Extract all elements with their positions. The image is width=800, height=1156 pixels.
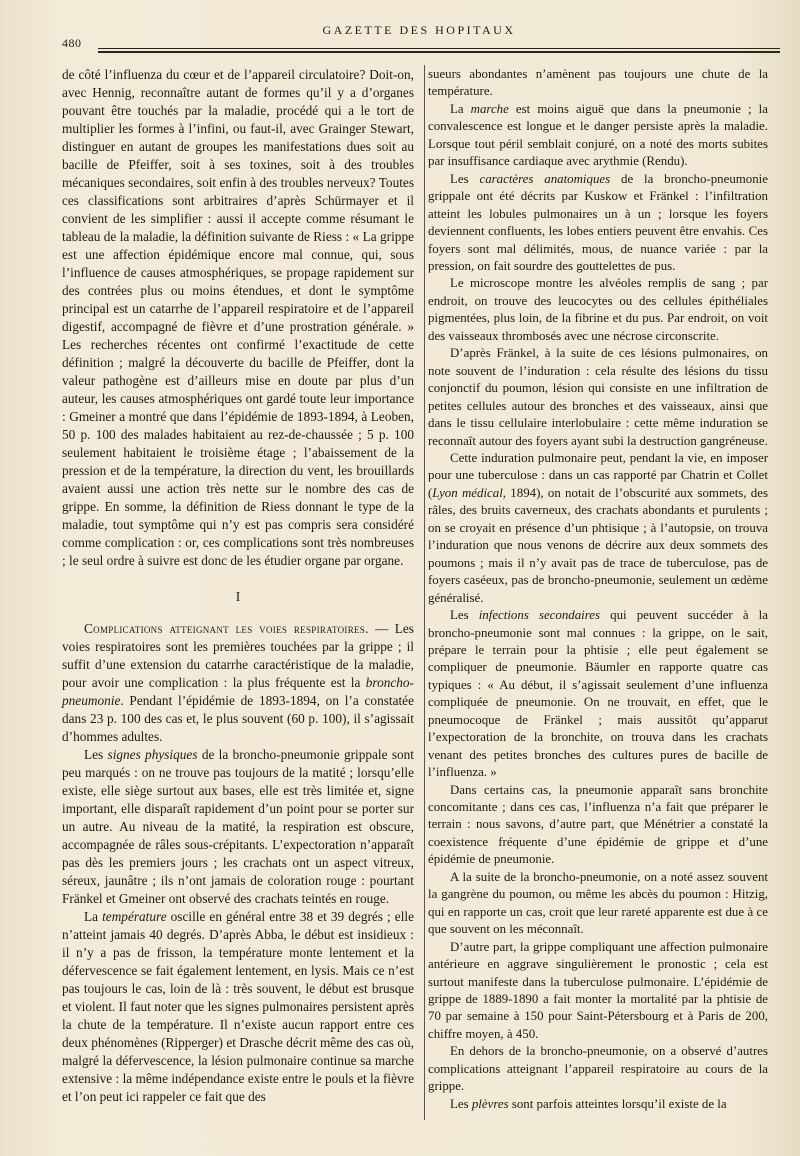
paragraph: Le microscope montre les alvéoles remplis de sang ; par endroit, on trouve des leucocytes ou des cellules épithéliales pigmentées, plus loin, de la fibrine et du pus. Par endroit, on voit des vaisseaux thrombosés avec une nécrose circonscrite. xyxy=(428,276,768,343)
paragraph: Les infections secondaires qui peuvent succéder à la broncho-pneumonie sont mal connues : la grippe, on le sait, prépare le terrain pour la phtisie ; elle peut également se compliquer de pneumonie. Bäumler en rapporte quatre cas typiques : « Au début, il s’agissait seulement d’une influenza compliquée de pneumonie. On ne trouvait, en effet, que le pneumocoque de Fränkel ; mais aussitôt qu’apparut l’expectoration de la bronchite, on trouva dans les crachats venant des petites bronches des cultures pures de bacille de l’influenza. » xyxy=(428,608,768,780)
page-number: 480 xyxy=(62,36,82,50)
section-number: I xyxy=(235,589,241,604)
paragraph: sueurs abondantes n’amènent pas toujours une chute de la température. xyxy=(428,67,768,99)
paragraph: Complications atteignant les voies respiratoires. — Les voies respiratoires sont les premières touchées par la grippe ; il suffit d’une extension du catarrhe caractéristique de la maladie, pour avoir une complication : la plus fréquente est la broncho-pneumonie. Pendant l’épidémie de 1893-1894, on l’a constatée dans 23 p. 100 des cas et, le plus souvent (60 p. 100), il s’agissait d’hommes adultes. xyxy=(62,621,414,744)
paragraph: La marche est moins aiguë que dans la pneumonie ; la convalescence est longue et le danger persiste après la maladie. Lorsque tout péril semblait conjuré, on a noté des morts subites par insuffisance cardiaque avec arythmie (Rendu). xyxy=(428,101,768,169)
paragraph: A la suite de la broncho-pneumonie, on a noté assez souvent la gangrène du poumon, ou même les abcès du poumon : Hitzig, qui en rapporte un cas, croit que leur rareté apparente est due à ce que souvent on les méconnaît. xyxy=(428,869,768,937)
paragraph: Les signes physiques de la broncho-pneumonie grippale sont peu marqués : on ne trouve pas toujours de la matité ; lorsqu’elle existe, elle siège surtout aux bases, elle est très limitée et, signe important, elle disparaît rapidement d’un point pour se porter sur un autre. Au niveau de la matité, la respiration est obscure, accompagnée de râles sous-crépitants. L’expectoration n’apparaît pas dès les premiers jours ; les crachats ont un aspect vitreux, séreux, jaunâtre ; ils n’ont jamais de coloration rouge : pourtant Fränkel et Gmeiner ont observé des crachats teintés en rouge. xyxy=(62,747,414,906)
section-heading: Complications atteignant les voies respiratoires. xyxy=(84,621,369,636)
page-header xyxy=(58,18,780,58)
column-divider xyxy=(424,65,425,1120)
paragraph: D’autre part, la grippe compliquant une affection pulmonaire antérieure en aggrave singulièrement le pronostic ; cela est surtout manifeste dans la tuberculose pulmonaire. L’épidémie de grippe de 1889-1890 a fait monter la mortalité par la phtisie de 70 par semaine à 150 pour Saint-Pétersbourg et à Paris de 200, chiffre moyen, à 450. xyxy=(428,939,768,1041)
paragraph: Cette induration pulmonaire peut, pendant la vie, en imposer pour une tuberculose : dans un cas rapporté par Chatrin et Collet (Lyon médical, 1894), on notait de l’obscurité aux sommets, des râles, des bruits caverneux, des crachats abondants et purulents ; on se croyait en présence d’un phtisique ; à l’autopsie, on trouva l’induration que nous venons de décrire aux deux sommets des poumons ; mais il n’y avait pas de trace de tuberculose, pas de foyers caséeux, pas de broncho-pneumonie, seulement un œdème généralisé. xyxy=(428,450,768,605)
running-title: GAZETTE DES HOPITAUX xyxy=(322,23,516,37)
paragraph: Dans certains cas, la pneumonie apparaît sans bronchite concomitante ; dans ces cas, l’influenza n’a fait que préparer le terrain : nous savons, d’autre part, que Ménétrier a constaté la coexistence fréquente d’une épidémie de grippe et d’une épidémie de pneumonie. xyxy=(428,782,768,867)
paragraph: Les caractères anatomiques de la broncho-pneumonie grippale ont été décrits par Kuskow et Fränkel : l’infiltration atteint les lobules pulmonaires un à un ; lorsque les foyers deviennent confluents, les lobes entiers peuvent être envahis. Ces foyers sont mal délimités, mous, de nuance variée : par la pression, on fait sourdre des gouttelettes de pus. xyxy=(428,171,768,273)
paragraph: La température oscille en général entre 38 et 39 degrés ; elle n’atteint jamais 40 degrés. D’après Abba, le début est insidieux : il n’y a pas de frisson, la température monte lentement et la défervescence se fait également lentement, en lysis. Mais ce n’est pas toujours le cas, loin de là : très souvent, le début est brusque et violent. Il faut noter que les signes pulmonaires persistent après la chute de la température. Il n’existe aucun rapport entre ces deux phénomènes (Ripperger) et Drasche décrit même des cas où, malgré la défervescence, la lésion pulmonaire continue sa marche extensive : la même indépendance existe entre le pouls et la fièvre et l’on peut ici rappeler ce fait que des xyxy=(62,909,414,1104)
header-rule-thin xyxy=(98,48,780,49)
left-column xyxy=(62,66,414,1106)
paragraph: En dehors de la broncho-pneumonie, on a observé d’autres complications atteignant l’appareil respiratoire au cours de la grippe. xyxy=(428,1044,768,1094)
header-rule-thick xyxy=(98,51,780,53)
paragraph: D’après Fränkel, à la suite de ces lésions pulmonaires, on note souvent de l’induration : cela résulte des lésions du tissu conjonctif du poumon, lésion qui consiste en une infiltration de petites cellules autour des bronches et des vaisseaux, ainsi que dans le tissu cellulaire interlobulaire : cette même induration se reconnaît autour des foyers ayant subi la destruction gangréneuse. xyxy=(428,346,768,448)
paragraph: de côté l’influenza du cœur et de l’appareil circulatoire? Doit-on, avec Hennig, reconnaître autant de formes qu’il y a d’organes pouvant être touchés par la maladie, procédé qui a le tort de multiplier les formes à l’infini, ou faut-il, avec Grainger Stewart, distinguer en autant de groupes les manifestations dues soit au bacille de Pfeiffer, soit à ses toxines, soit à des troubles mécaniques secondaires, soit enfin à des troubles nerveux? Toutes ces classifications sont arbitraires d’après Schürmayer et il convient de les simplifier : aussi il accepte comme résumant le tableau de la maladie, la définition suivante de Riess : « La grippe est une affection épidémique encore mal connue, qui, sous l’influence de causes atmosphériques, se propage rapidement sur des contrées plus ou moins étendues, et dont le symptôme principal est un catarrhe de l’appareil respiratoire et de l’appareil digestif, accompagné de fièvre et d’une prostration générale. » Les recherches récentes ont confirmé l’exactitude de cette définition ; malgré la découverte du bacille de Pfeiffer, dont la valeur pathogène est d’ailleurs mise en doute par plus d’un auteur, les causes atmosphériques ont gardé toute leur importance : Gmeiner a montré que dans l’épidémie de 1893-1894, à Leoben, 50 p. 100 des malades habitaient au rez-de-chaussée ; 5 p. 100 seulement habitaient le troisième étage ; l’abaissement de la pression et de la température, la direction du vent, les brouillards avaient aussi une action très nette sur le nombre des cas de grippe. En somme, la définition de Riess donnant le type de la maladie, tout symptôme qui n’y est pas compris sera considéré comme complication : or, ces complications sont très nombreuses ; le seul ordre à suivre est donc de les étudier organe par organe. xyxy=(62,67,414,568)
paragraph: Les plèvres sont parfois atteintes lorsqu’il existe de la xyxy=(450,1096,727,1111)
right-column xyxy=(428,66,768,1113)
